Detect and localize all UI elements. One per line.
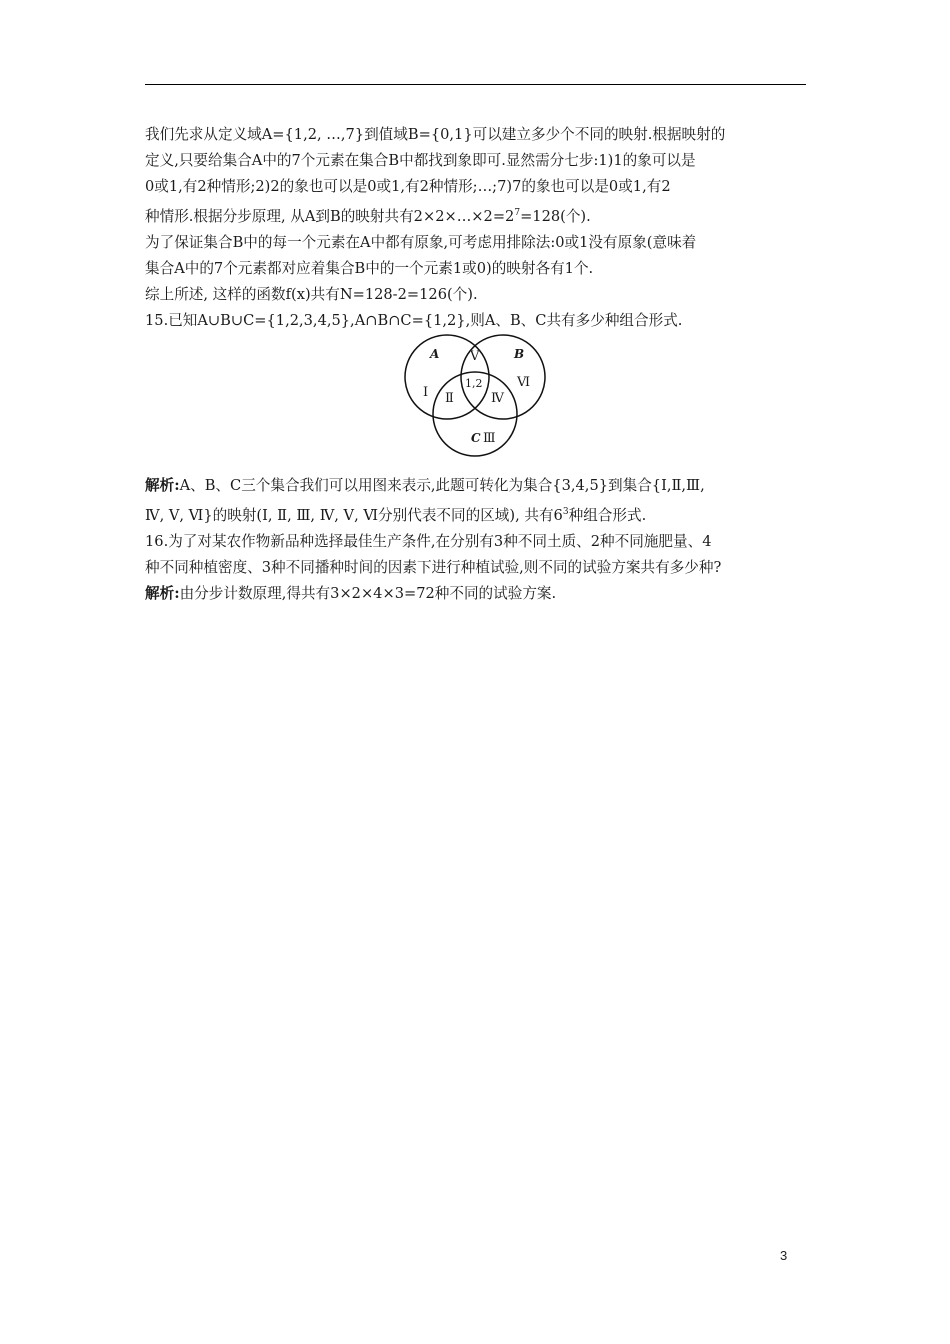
text-segment: 种情形.根据分步原理, 从A到B的映射共有2×2×…×2=2 bbox=[145, 207, 515, 225]
question-16-line: 种不同种植密度、3种不同播种时间的因素下进行种植试验,则不同的试验方案共有多少种? bbox=[145, 558, 722, 576]
label-a: A bbox=[430, 347, 440, 361]
document-body-continued bbox=[145, 473, 809, 607]
text-line bbox=[145, 581, 809, 607]
region-5: Ⅴ bbox=[470, 349, 480, 364]
text-line: 我们先求从定义域A={1,2, …,7}到值域B={0,1}可以建立多少个不同的映射.根据映射的 bbox=[145, 126, 726, 143]
center-label: 1,2 bbox=[465, 377, 483, 390]
text-segment: A、B、C三个集合我们可以用图来表示,此题可转化为集合{3,4,5}到集合{Ⅰ,Ⅱ,Ⅲ, bbox=[179, 477, 705, 494]
text-line bbox=[145, 499, 809, 529]
text-line bbox=[145, 200, 809, 230]
region-1: Ⅰ bbox=[423, 385, 429, 400]
document-body bbox=[145, 122, 809, 334]
text-line bbox=[145, 473, 809, 499]
text-line: 综上所述, 这样的函数f(x)共有N=128-2=126(个). bbox=[145, 285, 478, 303]
label-b: B bbox=[514, 347, 525, 361]
text-line: 为了保证集合B中的每一个元素在A中都有原象,可考虑用排除法:0或1没有原象(意味着 bbox=[145, 233, 697, 251]
text-segment: =128(个). bbox=[520, 207, 591, 225]
region-3: Ⅲ bbox=[483, 431, 496, 446]
region-4: Ⅳ bbox=[491, 391, 504, 406]
label-c: C bbox=[471, 431, 481, 445]
region-6: Ⅵ bbox=[517, 375, 531, 390]
venn-diagram bbox=[404, 332, 548, 458]
text-segment: Ⅳ, Ⅴ, Ⅵ}的映射(Ⅰ, Ⅱ, Ⅲ, Ⅳ, Ⅴ, Ⅵ分别代表不同的区域), 共有6 bbox=[145, 506, 563, 524]
exponent: 3 bbox=[562, 507, 569, 517]
answer-label: 解析: bbox=[145, 477, 180, 494]
text-line: 定义,只要给集合A中的7个元素在集合B中都找到象即可.显然需分七步:1)1的象可以是 bbox=[145, 152, 696, 169]
text-line: 0或1,有2种情形;2)2的象也可以是0或1,有2种情形;…;7)7的象也可以是0或1,有2 bbox=[145, 178, 671, 195]
text-segment: 由分步计数原理,得共有3×2×4×3=72种不同的试验方案. bbox=[179, 584, 557, 602]
text-line: 集合A中的7个元素都对应着集合B中的一个元素1或0)的映射各有1个. bbox=[145, 259, 594, 277]
exponent: 7 bbox=[514, 208, 521, 218]
text-segment: 种组合形式. bbox=[568, 506, 647, 524]
question-16-line: 16.为了对某农作物新品种选择最佳生产条件,在分别有3种不同土质、2种不同施肥量、4 bbox=[145, 532, 712, 550]
question-15: 15.已知A∪B∪C={1,2,3,4,5},A∩B∩C={1,2},则A、B、C共有多少种组合形式. bbox=[145, 311, 683, 329]
header-rule bbox=[145, 84, 806, 85]
answer-label: 解析: bbox=[145, 584, 180, 602]
page-number: 3 bbox=[780, 1248, 788, 1263]
region-2: Ⅱ bbox=[445, 391, 454, 406]
